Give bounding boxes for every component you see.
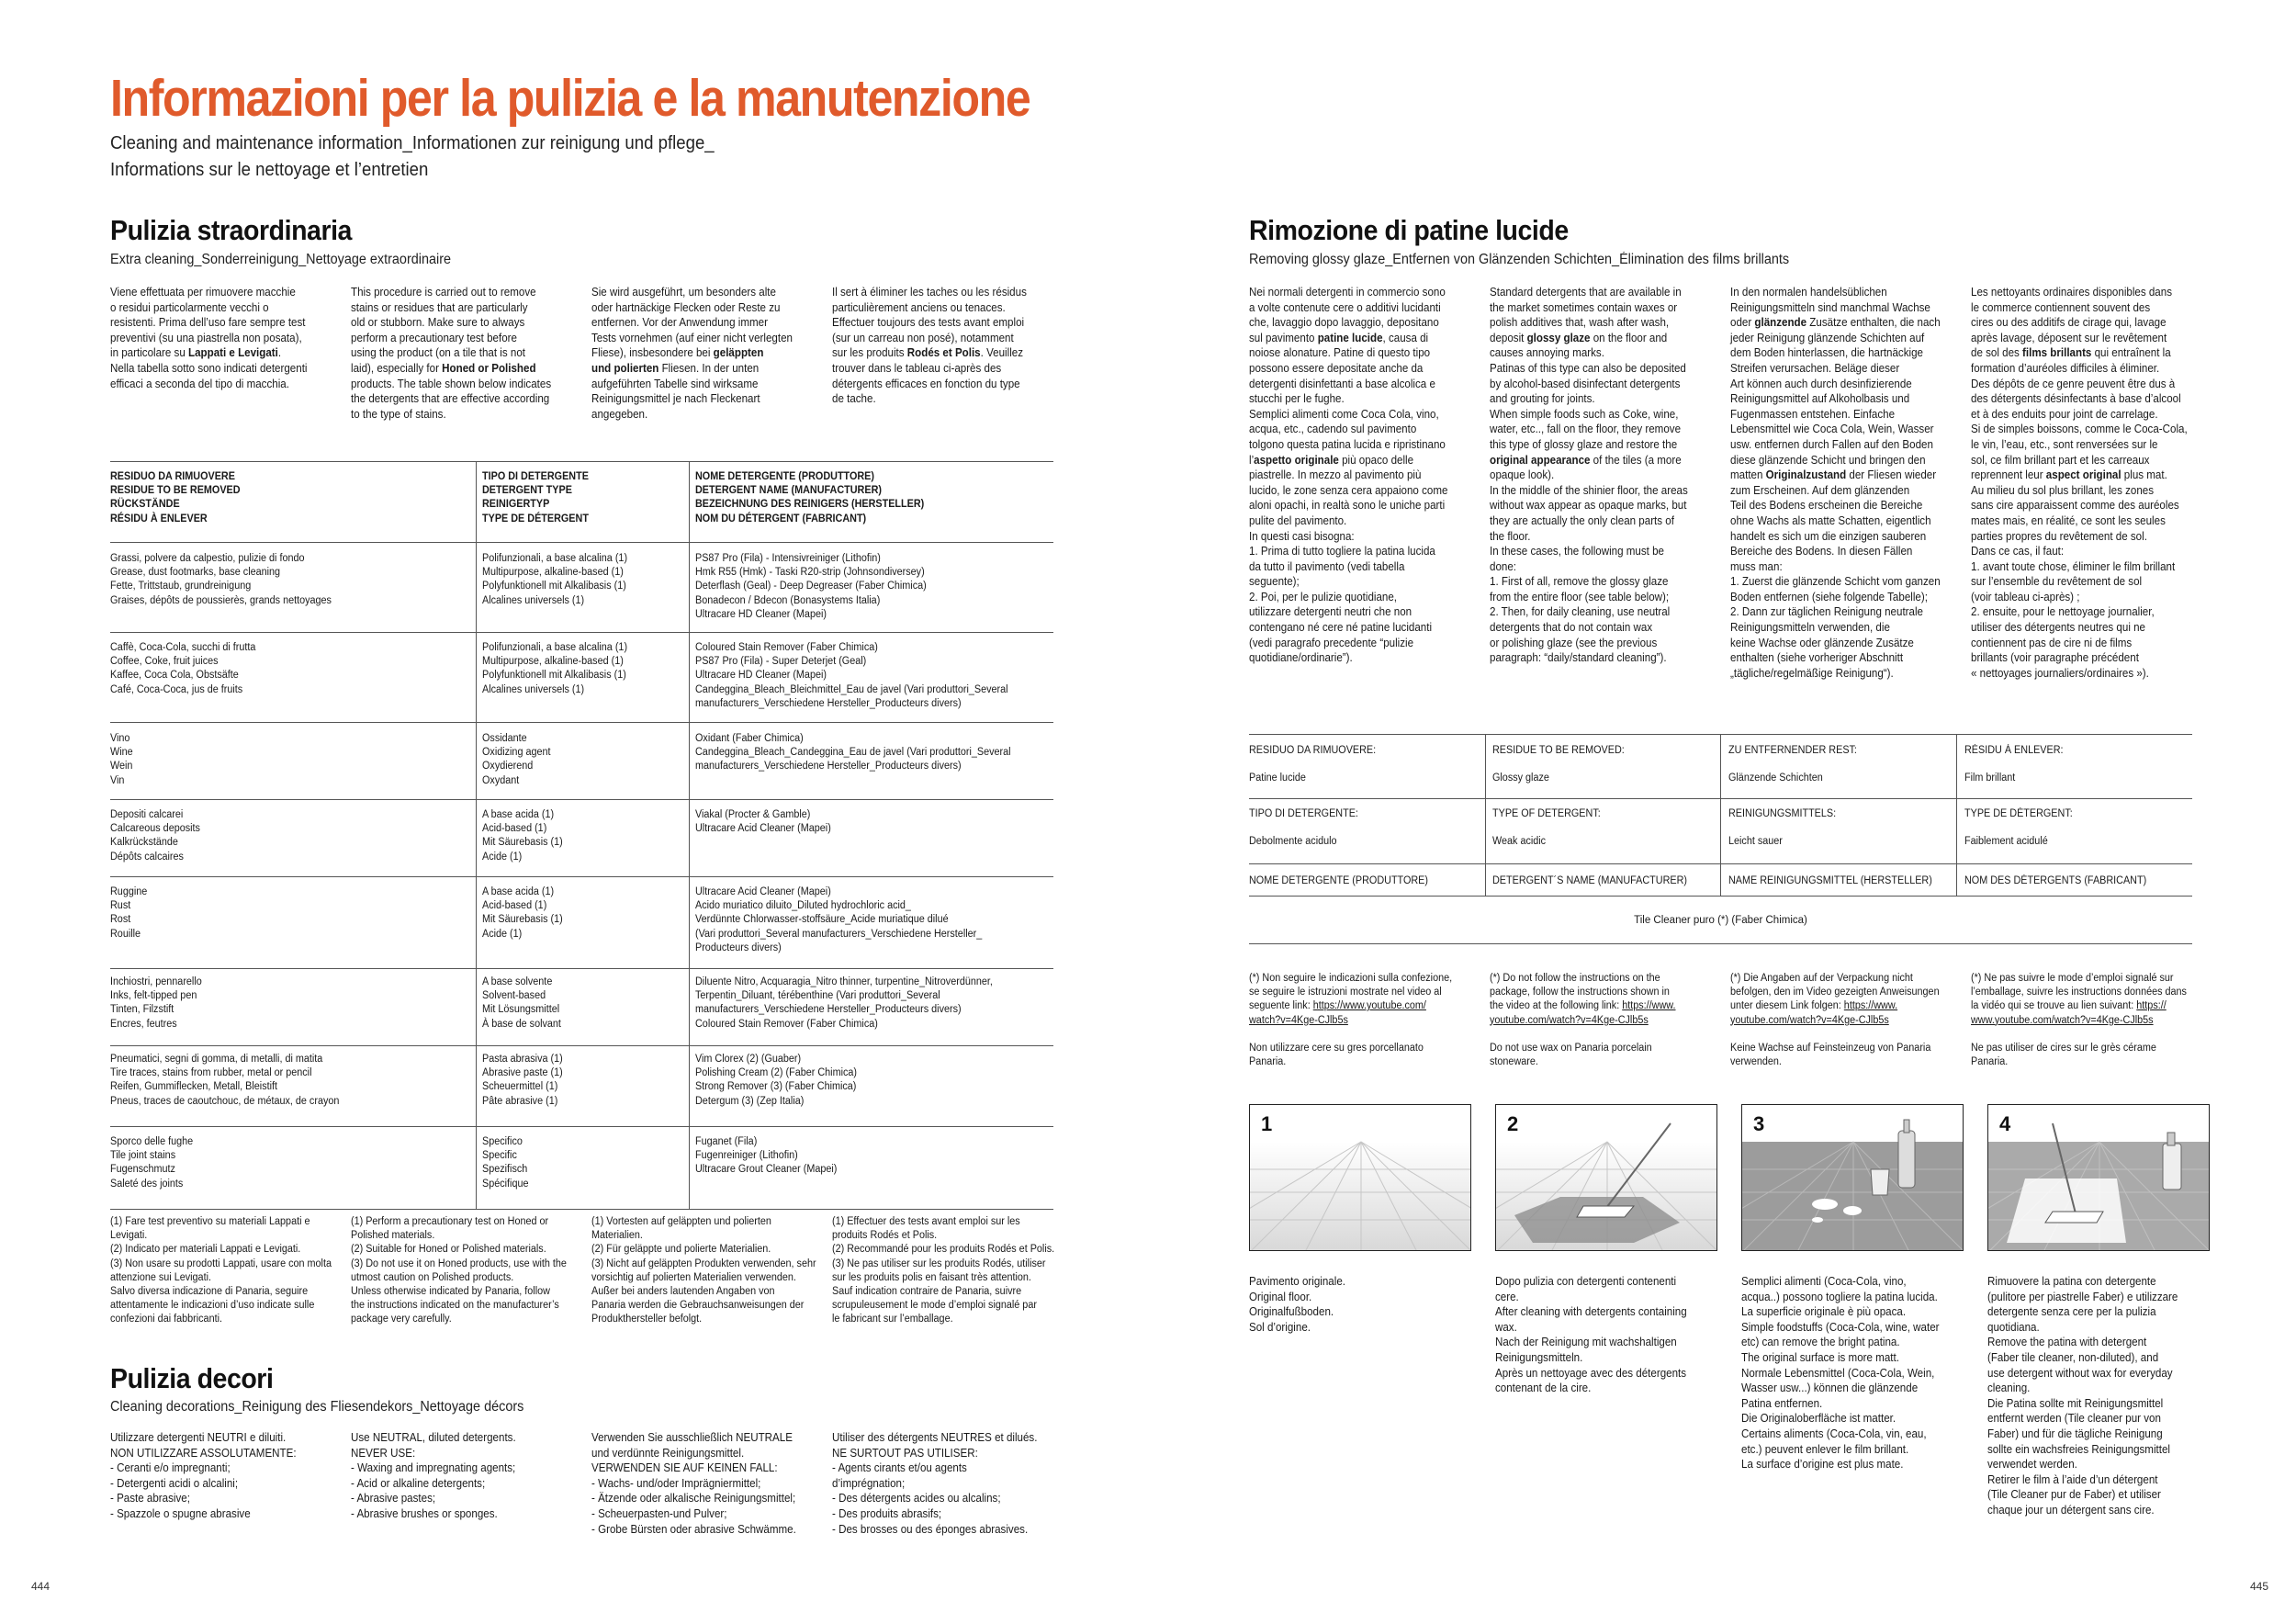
section-subheading-extra-cleaning: Extra cleaning_Sonderreinigung_Nettoyage extraordinaire	[110, 252, 452, 267]
step-4-illustration	[1987, 1104, 2210, 1251]
step-number: 4	[1999, 1112, 2011, 1135]
table-cell: Fuganet (Fila) Fugenreiniger (Lithofin) Ultracare Grout Cleaner (Mapei)	[695, 1136, 838, 1176]
step-3-illustration	[1741, 1104, 1964, 1251]
table-cell: Polifunzionali, a base alcalina (1) Multipurpose, alkaline-based (1) Polyfunktionell mit Alkalibasis (1) Alcalines universels (1)	[482, 642, 628, 695]
decori-de: Verwenden Sie ausschließlich NEUTRALE und verdünnte Reinigungsmittel. VERWENDEN SIE AUF KEINEN FALL: - Wachs- und/oder Imprägniermittel; - Ätzende oder alkalische Reinigungsmittel; - Scheuerpasten-und Pulver; - Grobe Bürsten oder abrasive Schwämme.	[591, 1431, 796, 1536]
page-subtitle	[110, 130, 715, 184]
table-cell: Grassi, polvere da calpestio, pulizie di fondo Grease, dust footmarks, base cleaning Fette, Trittstaub, grundreinigung Graises, dépôts de poussierès, grands nettoyages	[110, 553, 332, 606]
footnotes-fr: (1) Effectuer des tests avant emploi sur les produits Rodés et Polis. (2) Recommandé pour les produits Rodés et Polis. (3) Ne pas utiliser sur les produits Rodés, utiliser sur les produits polis en faisant très attention. Sauf indication contraire de Panaria, suivre scrupuleusement le mode d’emploi signalé par le fabricant sur l’emballage.	[832, 1216, 1055, 1325]
table-cell: Coloured Stain Remover (Faber Chimica) PS87 Pro (Fila) - Super Deterjet (Geal) Ultracare HD Cleaner (Mapei) Candeggina_Bleach_Bleichmittel_Eau de javel (Vari produttori_Several manufacturers_Verschiedene Hersteller_Producteurs divers)	[695, 642, 1008, 709]
intro-en: This procedure is carried out to remove stains or residues that are particularly old or stubborn. Make sure to always perform a precautionary test before using the product (on a tile that is not laid), especially for Honed or Polished products. The table shown below indicates the detergents that are effective according to the type of stains.	[351, 286, 552, 421]
step-number: 1	[1261, 1112, 1273, 1135]
video-link[interactable]: https:// www.youtube.com/watch?v=4Kge-CJlb5s	[1971, 1000, 2167, 1026]
table-cell: Specifico Specific Spezifisch Spécifique	[482, 1136, 529, 1190]
step-number: 2	[1507, 1112, 1519, 1135]
table-cell: Ossidante Oxidizing agent Oxydierend Oxydant	[482, 733, 551, 786]
table-cell: Ruggine Rust Rost Rouille	[110, 886, 148, 940]
table-cell: ZU ENTFERNENDER REST: Glänzende Schichten	[1728, 745, 1857, 784]
intro-fr: Il sert à éliminer les taches ou les résidus particulièrement anciens ou tenaces. Effectuer toujours des tests avant emploi (sur un carreau non posé), notamment sur les produits Rodés et Polis. Veuillez trouver dans le tableau ci-après des détergents efficaces en fonction du type de tache.	[832, 286, 1027, 406]
table-cell: Viakal (Procter & Gamble) Ultracare Acid Cleaner (Mapei)	[695, 809, 831, 835]
decori-en: Use NEUTRAL, diluted detergents. NEVER USE: - Waxing and impregnating agents; - Acid or alkaline detergents; - Abrasive pastes; - Abrasive brushes or sponges.	[351, 1431, 516, 1520]
table-cell: Vino Wine Wein Vin	[110, 733, 133, 786]
step-2-caption: Dopo pulizia con detergenti contenenti cere. After cleaning with detergents containing wax. Nach der Reinigung mit wachshaltigen Reinigungsmitteln. Après un nettoyage avec des détergents contenant de la cire.	[1495, 1275, 1687, 1395]
section-heading-glossy-glaze: Rimozione di patine lucide	[1249, 214, 1569, 246]
page-title: Informazioni per la pulizia e la manutenzione	[110, 69, 1030, 128]
table-cell: Oxidant (Faber Chimica) Candeggina_Bleach_Candeggina_Eau de javel (Vari produttori_Several manufacturers_Verschiedene Hersteller_Producteurs divers)	[695, 733, 1011, 773]
intro-it: Viene effettuata per rimuovere macchie o residui particolarmente vecchi o resistenti. Prima dell’uso fare sempre test preventivi (su una piastrella non posata), in particolare su Lappati e Levigati. Nella tabella sotto sono indicati detergenti efficaci a seconda del tipo di macchia.	[110, 286, 308, 390]
section-heading-decorations: Pulizia decori	[110, 1362, 274, 1394]
table-cell: NAME REINIGUNGSMITTEL (HERSTELLER)	[1728, 875, 1932, 886]
table-cell: NOM DES DÉTERGENTS (FABRICANT)	[1964, 875, 2147, 886]
table-cell: PS87 Pro (Fila) - Intensivreiniger (Lithofin) Hmk R55 (Hmk) - Taski R20-strip (Johnsondiversey) Deterflash (Geal) - Deep Degreaser (Faber Chimica) Bonadecon / Bdecon (Bonasystems Italia) Ultracare HD Cleaner (Mapei)	[695, 553, 927, 620]
step-3-caption: Semplici alimenti (Coca-Cola, vino, acqua..) possono togliere la patina lucida. La superficie originale è più opaca. Simple foodstuffs (Coca-Cola, wine, water etc) can remove the bright patina. The original surface is more matt. Normale Lebensmittel (Coca-Cola, Wein, Wasser usw...) können die glänzende Patina entfernen. Die Originaloberfläche ist matter. Certains aliments (Coca-Cola, vin, eau, etc.) peuvent enlever le film brillant. La surface d’origine est plus mate.	[1741, 1275, 1940, 1472]
subtitle-line-2: Informations sur le nettoyage et l’entretien	[110, 160, 429, 180]
table-cell: A base acida (1) Acid-based (1) Mit Säurebasis (1) Acide (1)	[482, 809, 563, 863]
table-cell: Inchiostri, pennarello Inks, felt-tipped pen Tinten, Filzstift Encres, feutres	[110, 976, 202, 1030]
table-cell: RESIDUE TO BE REMOVED: Glossy glaze	[1492, 745, 1625, 784]
table-cell: TIPO DI DETERGENTE: Debolmente acidulo	[1249, 808, 1358, 848]
section-subheading-glossy-glaze: Removing glossy glaze_Entfernen von Glänzenden Schichten_Élimination des films brillants	[1249, 252, 1790, 267]
table-cell: RÉSIDU À ENLEVER: Film brillant	[1964, 745, 2064, 784]
table-cell: A base acida (1) Acid-based (1) Mit Säurebasis (1) Acide (1)	[482, 886, 563, 940]
table-cell: Pneumatici, segni di gomma, di metalli, di matita Tire traces, stains from rubber, metal or pencil Reifen, Gummiflecken, Metall, Bleistift Pneus, traces de caoutchouc, de métaux, de crayon	[110, 1054, 340, 1107]
glaze-it: Nei normali detergenti in commercio sono a volte contenute cere o additivi lucidanti che, lavaggio dopo lavaggio, depositano sul pavimento patine lucide, causa di noiose alonature. Patine di questo tipo possono essere depositate anche da detergenti disinfettanti a base alcolica e stucchi per le fughe. Semplici alimenti come Coca Cola, vino, acqua, etc., cadendo sul pavimento tolgono questa patina lucida e ripristinano l’aspetto originale più opaco delle piastrelle. In mezzo al pavimento più lucido, le zone senza cera appaiono come aloni opachi, in realtà sono le uniche parti pulite del pavimento. In questi casi bisogna: 1. Prima di tutto togliere la patina lucida da tutto il pavimento (vedi tabella seguente); 2. Poi, per le pulizie quotidiane, utilizzare detergenti neutri che non contengano né cere né patine lucidanti (vedi paragrafo precedente “pulizie quotidiane/ordinarie”).	[1249, 286, 1448, 665]
step-2-illustration	[1495, 1104, 1717, 1251]
table-cell: Sporco delle fughe Tile joint stains Fugenschmutz Saleté des joints	[110, 1136, 194, 1190]
table-cell: Pasta abrasiva (1) Abrasive paste (1) Scheuermittel (1) Pâte abrasive (1)	[482, 1054, 563, 1107]
footnotes-it: (1) Fare test preventivo su materiali Lappati e Levigati. (2) Indicato per materiali Lappati e Levigati. (3) Non usare su prodotti Lappati, usare con molta attenzione sui Levigati. Salvo diversa indicazione di Panaria, seguire attentamente le indicazioni d’uso indicate sulle confezioni dai fabbricanti.	[110, 1216, 332, 1325]
step-1-illustration	[1249, 1104, 1471, 1251]
video-link[interactable]: https://www. youtube.com/watch?v=4Kge-CJlb5s	[1730, 1000, 1898, 1026]
intro-de: Sie wird ausgeführt, um besonders alte oder hartnäckige Flecken oder Reste zu entfernen. Vor der Anwendung immer Tests vornehmen (auf einer nicht verlegten Fliese), insbesondere bei geläppten und polierten Fliesen. In der unten aufgeführten Tabelle sind wirksame Reinigungsmittel je nach Fleckenart angegeben.	[591, 286, 793, 421]
table-header-residue: RESIDUO DA RIMUOVERE RESIDUE TO BE REMOVED RÜCKSTÄNDE RÉSIDU À ENLEVER	[110, 471, 241, 524]
cleaner-bottle-icon	[1988, 1105, 2210, 1251]
glaze-en: Standard detergents that are available in the market sometimes contain waxes or polish additives that, wash after wash, deposit glossy glaze on the floor and causes annoying marks. Patinas of this type can also be deposited by alcohol-based disinfectant detergents and grouting for joints. When simple foods such as Coke, wine, water, etc.., fall on the floor, they remove this type of glossy glaze and restore the original appearance of the tiles (a more opaque look). In the middle of the shinier floor, the areas without wax appear as opaque marks, but they are actually the only clean parts of the floor. In these cases, the following must be done: 1. First of all, remove the glossy glaze from the entire floor (see table below); 2. Then, for daily cleaning, use neutral detergents that do not contain wax or polishing glaze (see the previous paragraph: “daily/standard cleaning”).	[1490, 286, 1688, 665]
table-cell: Depositi calcarei Calcareous deposits Kalkrückstände Dépôts calcaires	[110, 809, 200, 863]
page-number-right: 445	[2250, 1580, 2269, 1593]
section-heading-extra-cleaning: Pulizia straordinaria	[110, 214, 352, 246]
section-subheading-decorations: Cleaning decorations_Reinigung des Fliesendekors_Nettoyage décors	[110, 1399, 524, 1415]
decori-it: Utilizzare detergenti NEUTRI e diluiti. NON UTILIZZARE ASSOLUTAMENTE: - Ceranti e/o impregnanti; - Detergenti acidi o alcalini; - Paste abrasive; - Spazzole o spugne abrasive	[110, 1431, 297, 1520]
step-1-caption: Pavimento originale. Original floor. Originalfußboden. Sol d’origine.	[1249, 1275, 1345, 1334]
table-cell: Ultracare Acid Cleaner (Mapei) Acido muriatico diluito_Diluted hydrochloric acid_ Verdünnte Chlorwasser-stoffsäure_Acide muriatique dilué (Vari produttori_Several manufacturers_Verschiedene Hersteller_ Producteurs divers)	[695, 886, 983, 953]
step-4-caption: Rimuovere la patina con detergente (pulitore per piastrelle Faber) e utilizzare detergente senza cere per la pulizia quotidiana. Remove the patina with detergent (Faber tile cleaner, non-diluted), and use detergent without wax for everyday cleaning. Die Patina sollte mit Reinigungsmittel entfernt werden (Tile cleaner pur von Faber) und für die tägliche Reinigung sollte ein wachsfreies Reinigungsmittel verwendet werden. Retirer le film à l’aide d’un détergent (Tile Cleaner pur de Faber) et utiliser chaque jour un détergent sans cire.	[1987, 1275, 2178, 1517]
footnotes-en: (1) Perform a precautionary test on Honed or Polished materials. (2) Suitable for Honed or Polished materials. (3) Do not use it on Honed products, use with the utmost caution on Polished products. Unless otherwise indicated by Panaria, follow the instructions indicated on the manufacturer’s package very carefully.	[351, 1216, 567, 1325]
note-fr: (*) Ne pas suivre le mode d’emploi signalé sur l’emballage, suivre les instructions données dans la vidéo qui se trouve au lien suivant: https:// www.youtube.com/watch?v=4Kge-CJlb5s Ne pas utiliser de cires sur le grès cérame Panaria.	[1971, 973, 2187, 1068]
table-cell: TYPE OF DETERGENT: Weak acidic	[1492, 808, 1601, 848]
table-cell: Polifunzionali, a base alcalina (1) Multipurpose, alkaline-based (1) Polyfunktionell mit Alkalibasis (1) Alcalines universels (1)	[482, 553, 628, 606]
bottle-icon	[1742, 1105, 1964, 1251]
table-cell: Vim Clorex (2) (Guaber) Polishing Cream (2) (Faber Chimica) Strong Remover (3) (Faber Chimica) Detergum (3) (Zep Italia)	[695, 1054, 858, 1107]
decori-fr: Utiliser des détergents NEUTRES et dilués. NE SURTOUT PAS UTILISER: - Agents cirants et/ou agents d’imprégnation; - Des détergents acides ou alcalins; - Des produits abrasifs; - Des brosses ou des éponges abrasives.	[832, 1431, 1038, 1536]
table-cell: DETERGENT´S NAME (MANUFACTURER)	[1492, 875, 1687, 886]
video-link[interactable]: https://www.youtube.com/ watch?v=4Kge-CJlb5s	[1249, 1000, 1426, 1026]
table-cell: A base solvente Solvent-based Mit Lösungsmittel À base de solvant	[482, 976, 561, 1030]
table-cell: Diluente Nitro, Acquaragia_Nitro thinner, turpentine_Nitroverdünner, Terpentin_Diluant, térébenthine (Vari produttori_Several manufacturers_Verschiedene Hersteller_Producteurs divers) Coloured Stain Remover (Faber Chimica)	[695, 976, 993, 1030]
table-product: Tile Cleaner puro (*) (Faber Chimica)	[1634, 915, 1807, 926]
table-cell: NOME DETERGENTE (PRODUTTORE)	[1249, 875, 1428, 886]
table-cell: RESIDUO DA RIMUOVERE: Patine lucide	[1249, 745, 1377, 784]
note-de: (*) Die Angaben auf der Verpackung nicht befolgen, den im Video gezeigten Anweisungen unter diesem Link folgen: https://www. youtube.com/watch?v=4Kge-CJlb5s Keine Wachse auf Feinsteinzeug von Panaria verwenden.	[1730, 973, 1940, 1068]
table-header-name: NOME DETERGENTE (PRODUTTORE) DETERGENT NAME (MANUFACTURER) BEZEICHNUNG DES REINIGERS (HERSTELLER) NOM DU DÉTERGENT (FABRICANT)	[695, 471, 925, 524]
mop-icon	[1496, 1105, 1717, 1251]
note-en: (*) Do not follow the instructions on the package, follow the instructions shown in the video at the following link: https://www. youtube.com/watch?v=4Kge-CJlb5s Do not use wax on Panaria porcelain stoneware.	[1490, 973, 1676, 1068]
table-cell: TYPE DE DÉTERGENT: Faiblement acidulé	[1964, 808, 2073, 848]
footnotes-de: (1) Vortesten auf geläppten und polierten Materialien. (2) Für geläppte und polierte Materialien. (3) Nicht auf geläppten Produkten verwenden, sehr vorsichtig auf polierten Materialien verwenden. Außer bei anders lautenden Angaben von Panaria werden die Gebrauchsanweisungen der Produkthersteller befolgt.	[591, 1216, 816, 1325]
glaze-de: In den normalen handelsüblichen Reinigungsmitteln sind manchmal Wachse oder glänzende Zusätze enthalten, die nach jeder Reinigung glänzende Schichten auf dem Boden hinterlassen, die hartnäckige Streifen verursachen. Beläge dieser Art können auch durch desinfizierende Reinigungsmittel auf Alkoholbasis und Fugenmassen entstehen. Einfache Lebensmittel wie Coca Cola, Wein, Wasser usw. entfernen durch Fallen auf den Boden diese glänzende Schicht und bringen den matten Originalzustand der Fliesen wieder zum Erscheinen. Auf dem glänzenden Teil des Bodens erscheinen die Bereiche ohne Wachs als matte Schatten, eigentlich handelt es sich um die einzigen sauberen Bereiche des Bodens. In diesen Fällen muss man: 1. Zuerst die glänzende Schicht vom ganzen Boden entfernen (siehe folgende Tabelle); 2. Dann zur täglichen Reinigung neutrale Reinigungsmitteln verwenden, die keine Wachse oder glänzende Zusätze enthalten (siehe vorheriger Abschnitt „tägliche/regelmäßige Reinigung“).	[1730, 286, 1941, 680]
table-header-type: TIPO DI DETERGENTE DETERGENT TYPE REINIGERTYP TYPE DE DÉTERGENT	[482, 471, 589, 524]
video-link[interactable]: https://www. youtube.com/watch?v=4Kge-CJlb5s	[1490, 1000, 1676, 1026]
note-it: (*) Non seguire le indicazioni sulla confezione, se seguire le istruzioni mostrate nel video al seguente link: https://www.youtube.com/ watch?v=4Kge-CJlb5s Non utilizzare cere su gres porcellanato Panaria.	[1249, 973, 1453, 1068]
subtitle-line-1: Cleaning and maintenance information_Informationen zur reinigung und pflege_	[110, 133, 715, 153]
page-number-left: 444	[31, 1580, 51, 1593]
tiled-floor-icon	[1250, 1105, 1471, 1251]
glaze-fr: Les nettoyants ordinaires disponibles dans le commerce contiennent souvent des cires ou des additifs de cirage qui, lavage après lavage, déposent sur le revêtement de sol des films brillants qui entraînent la formation d’auréoles difficiles à éliminer. Des dépôts de ce genre peuvent être dus à des détergents désinfectants à base d’alcool et à des enduits pour joint de carrelage. Si de simples boissons, comme le Coca-Cola, le vin, l’eau, etc., sont renversées sur le sol, ce film brillant part et les carreaux reprennent leur aspect original plus mat. Au milieu du sol plus brillant, les zones sans cire apparaissent comme des auréoles mates mais, en réalité, ce sont les seules parties propres du revêtement de sol. Dans ce cas, il faut: 1. avant toute chose, éliminer le film brillant sur l’ensemble du revêtement de sol (voir tableau ci-après) ; 2. ensuite, pour le nettoyage journalier, utiliser des détergents neutres qui ne contiennent pas de cire ni de films brillants (voir paragraphe précédent « nettoyages journaliers/ordinaires »).	[1971, 286, 2188, 680]
table-cell: Caffè, Coca-Cola, succhi di frutta Coffee, Coke, fruit juices Kaffee, Coca Cola, Obstsäfte Café, Coca-Coca, jus de fruits	[110, 642, 256, 695]
step-number: 3	[1753, 1112, 1765, 1135]
table-cell: REINIGUNGSMITTELS: Leicht sauer	[1728, 808, 1837, 848]
